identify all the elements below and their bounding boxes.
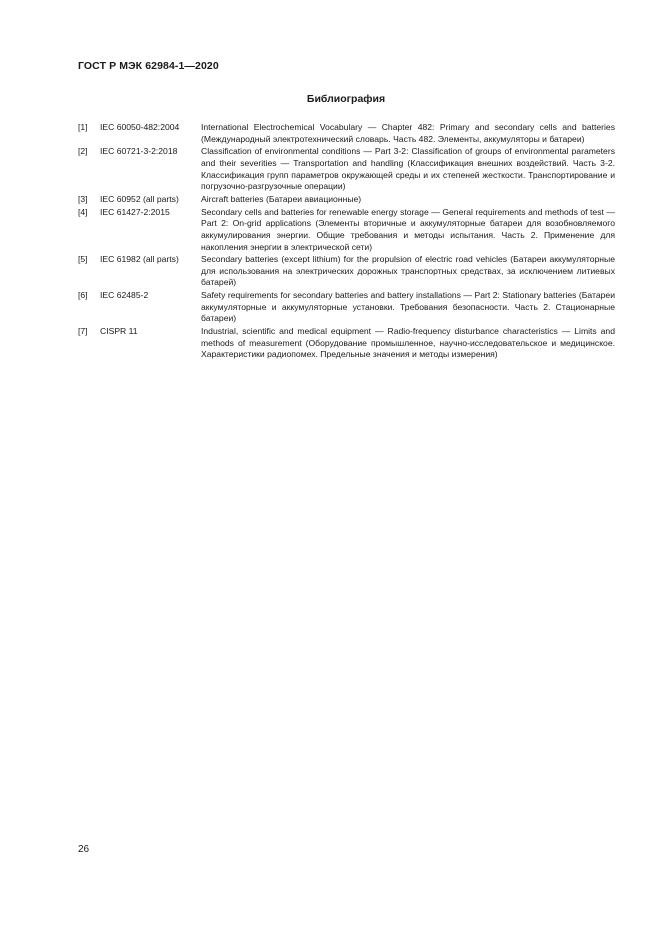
entry-standard-code: IEC 60721-3-2:2018 xyxy=(100,146,178,157)
entry-description: Aircraft batteries (Батареи авиационные) xyxy=(201,193,362,204)
entry-standard-code: CISPR 11 xyxy=(100,326,138,337)
page-number: 26 xyxy=(78,844,90,855)
entry-description: Industrial, scientific and medical equipment — Radio-frequency disturbance characteristics — Limits and methods of measurement (Оборудование промышленное, научно-исследовательское и медицинское. Характеристики радиопомех. Предельные значения и методы измерения) xyxy=(201,326,615,360)
bibliography-entry xyxy=(78,326,615,361)
entry-number: [7] xyxy=(78,326,88,337)
entry-number: [1] xyxy=(78,122,88,132)
entry-standard-code: IEC 61982 (all parts) xyxy=(100,254,179,265)
entry-number: [3] xyxy=(78,193,88,204)
bibliography-entry xyxy=(78,254,615,289)
entry-number: [6] xyxy=(78,290,88,301)
entry-number: [4] xyxy=(78,206,88,217)
entry-description: Classification of environmental conditions — Part 3-2: Classification of groups of environmental parameters and their severities — Transportation and handling (Классификация внешних воздействий. Часть 3-2. Классификация групп параметров окружающей среды и их степеней жесткости. Транспортирование и погрузочно-разгрузочные операции) xyxy=(201,146,615,192)
entry-number: [5] xyxy=(78,254,88,265)
entry-standard-code: IEC 61427-2:2015 xyxy=(100,206,170,217)
bibliography-list xyxy=(78,122,615,362)
entry-description: Secondary cells and batteries for renewable energy storage — General requirements and methods of test — Part 2: On-grid applications (Элементы вторичные и аккумуляторные батареи для возобновляемого аккумулирования энергии. Общие требования и методы испытания. Часть 2. Применение для накопления энергии в электрической сети) xyxy=(201,206,615,252)
bibliography-entry xyxy=(78,122,615,145)
bibliography-entry xyxy=(78,194,615,206)
entry-description: Secondary batteries (except lithium) for the propulsion of electric road vehicles (Батареи аккумуляторные для использования на электрических дорожных транспортных средствах, за исключением литиевых батарей) xyxy=(201,254,615,288)
entry-description: Safety requirements for secondary batteries and battery installations — Part 2: Stationary batteries (Батареи аккумуляторные и аккумуляторные установки. Требования безопасности. Часть 2. Стационарные батареи) xyxy=(201,290,615,324)
entry-standard-code: IEC 60952 (all parts) xyxy=(100,193,179,204)
entry-standard-code: IEC 60050-482:2004 xyxy=(100,122,180,132)
bibliography-entry xyxy=(78,290,615,325)
document-code: ГОСТ Р МЭК 62984-1—2020 xyxy=(78,60,219,72)
entry-description: International Electrochemical Vocabulary — Chapter 482: Primary and secondary cells and batteries (Международный электротехнический словарь. Часть 482. Элементы, аккумуляторы и батареи) xyxy=(201,122,615,144)
section-title: Библиография xyxy=(306,93,386,105)
entry-number: [2] xyxy=(78,146,88,157)
bibliography-entry xyxy=(78,207,615,253)
bibliography-entry xyxy=(78,146,615,192)
entry-standard-code: IEC 62485-2 xyxy=(100,290,149,301)
